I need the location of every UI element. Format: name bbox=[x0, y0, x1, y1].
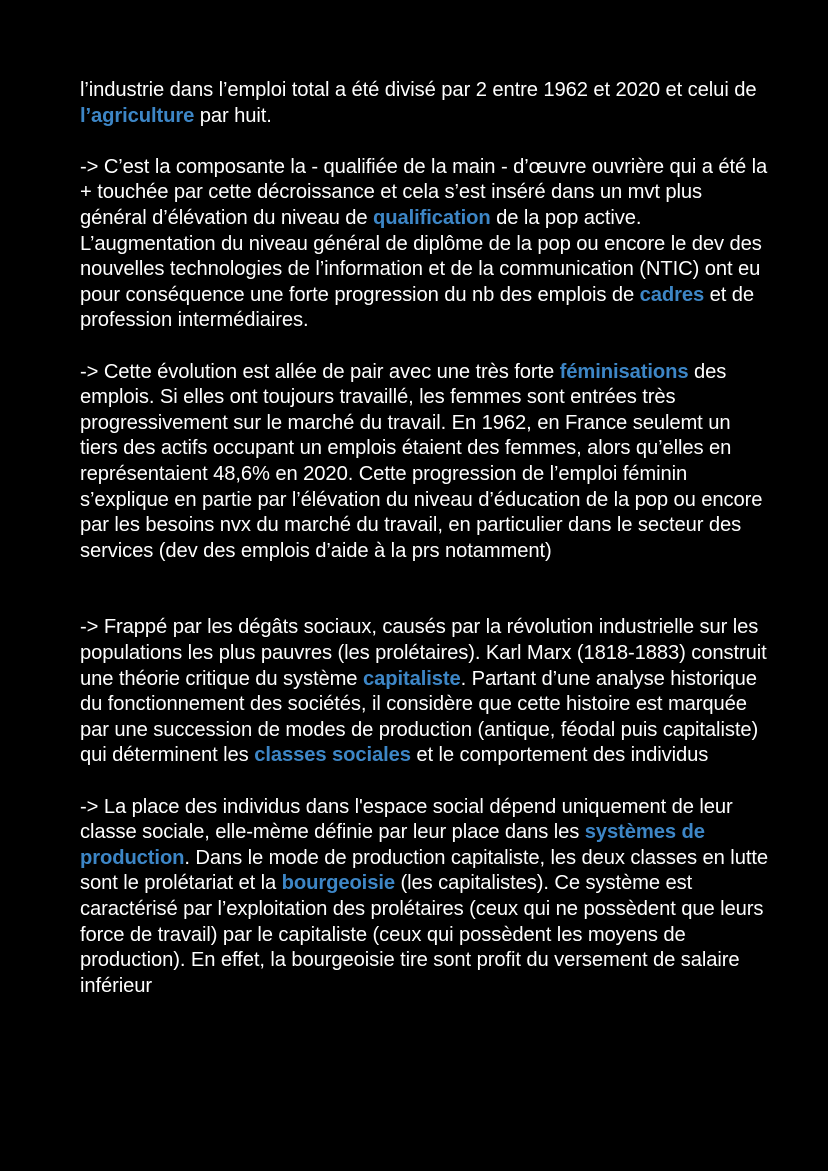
text-run: et le comportement des individus bbox=[410, 744, 709, 767]
keyword-highlight: cadres bbox=[639, 283, 705, 306]
text-run: de la pop active. L’augmentation du niveau général de diplôme de la pop ou encore le dev des nouvelles technologies de l’information et de la communication (NTIC) ont eu pour conséquence une forte progression du nb des emplois de bbox=[80, 206, 762, 306]
text-run: l’industrie dans l’emploi total a été divisé par 2 entre 1962 et 2020 et celui de bbox=[80, 79, 757, 101]
document-page bbox=[80, 78, 770, 999]
keyword-highlight: capitaliste bbox=[362, 667, 461, 690]
keyword-highlight: systèmes de production bbox=[80, 821, 705, 869]
paragraph-gap bbox=[80, 129, 770, 155]
paragraph-industry-share bbox=[80, 78, 770, 129]
paragraph-feminisation bbox=[80, 360, 770, 565]
paragraph-marx-theory bbox=[80, 615, 770, 769]
keyword-highlight: l’agriculture bbox=[80, 104, 195, 127]
paragraph-gap bbox=[80, 334, 770, 360]
text-run: par huit. bbox=[194, 104, 272, 127]
text-run: -> Cette évolution est allée de pair avec une très forte bbox=[80, 360, 560, 383]
keyword-highlight: féminisations bbox=[559, 360, 689, 383]
text-run: des emplois. Si elles ont toujours travaillé, les femmes sont entrées très progressivement sur le marché du travail. En 1962, en France seulemt un tiers des actifs occupant un emplois étaient des femmes, alors qu’elles en représentaient 48,6% en 2020. Cette progression de l’emploi féminin s’explique en partie par l’élévation du niveau d’éducation de la pop ou encore par les besoins nvx du marché du travail, en particulier dans le secteur des services (dev des emplois d’aide à la prs notamment) bbox=[80, 360, 763, 562]
text-run: -> La place des individus dans l'espace social dépend uniquement de leur classe sociale, elle-mème définie par leur place dans les bbox=[80, 795, 733, 844]
keyword-highlight: classes sociales bbox=[254, 744, 411, 767]
paragraph-qualification bbox=[80, 155, 770, 334]
text-run: . Partant d’une analyse historique du fonctionnement des sociétés, il considère que cette histoire est marquée par une succession de modes de production (antique, féodal puis capitaliste) qui déterminent les bbox=[80, 667, 759, 767]
paragraph-gap bbox=[80, 769, 770, 795]
keyword-highlight: qualification bbox=[373, 206, 491, 229]
text-run: . Dans le mode de production capitaliste, les deux classes en lutte sont le prolétariat et la bbox=[80, 846, 768, 895]
paragraph-social-classes bbox=[80, 795, 770, 1000]
text-run: -> C’est la composante la - qualifiée de la main - d’œuvre ouvrière qui a été la + touchée par cette décroissance et cela s’est inséré dans un mvt plus général d’élévation du niveau de bbox=[80, 155, 768, 229]
text-run: -> Frappé par les dégâts sociaux, causés par la révolution industrielle sur les populations les plus pauvres (les prolétaires). Karl Marx (1818-1883) construit une théorie critique du système bbox=[80, 616, 767, 690]
text-run: (les capitalistes). Ce système est caractérisé par l’exploitation des prolétaires (ceux qui ne possèdent que leurs force de travail) par le capitaliste (ceux qui possèdent les moyens de production). En effet, la bourgeoisie tire sont profit du versement de salaire inférieur bbox=[80, 872, 764, 997]
keyword-highlight: bourgeoisie bbox=[281, 872, 395, 895]
paragraph-gap bbox=[80, 564, 770, 615]
text-run: et de profession intermédiaires. bbox=[80, 283, 755, 332]
